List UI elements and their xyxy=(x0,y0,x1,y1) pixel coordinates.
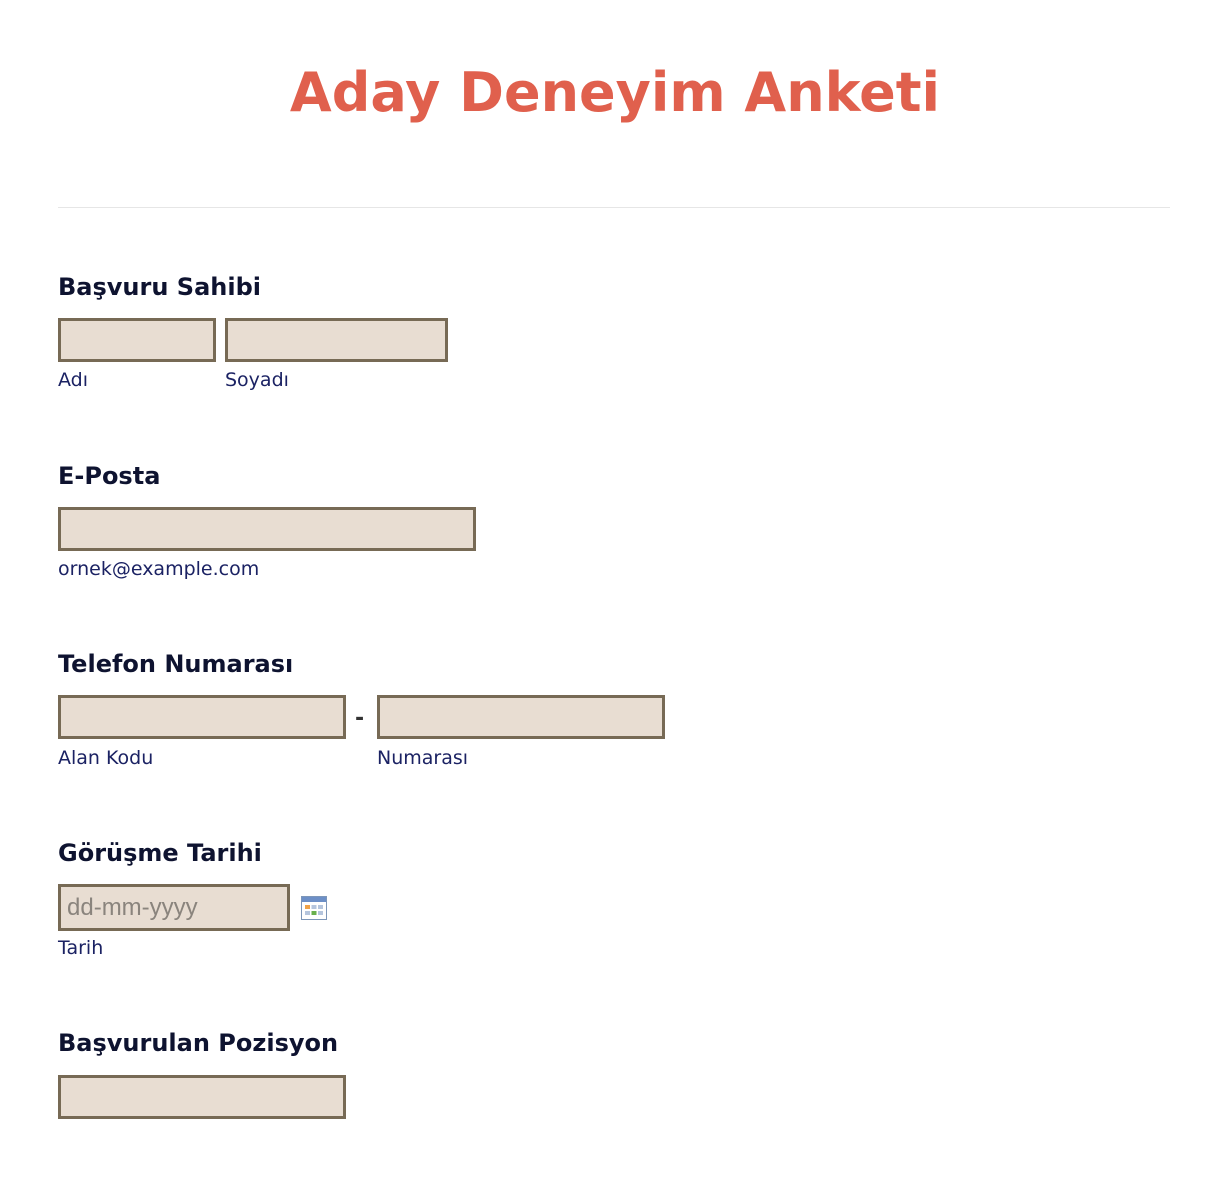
email-label: E-Posta xyxy=(58,462,161,490)
phone-number-sublabel: Numarası xyxy=(377,747,469,769)
last-name-sublabel: Soyadı xyxy=(225,369,289,391)
area-code-input[interactable] xyxy=(58,695,346,739)
phone-separator: - xyxy=(355,706,365,731)
email-sublabel: ornek@example.com xyxy=(58,558,260,580)
title-divider xyxy=(58,207,1170,208)
phone-number-input[interactable] xyxy=(377,695,665,739)
date-input[interactable] xyxy=(58,884,290,931)
first-name-input[interactable] xyxy=(58,318,216,362)
date-sublabel: Tarih xyxy=(58,937,104,959)
applicant-label: Başvuru Sahibi xyxy=(58,273,261,301)
calendar-icon[interactable] xyxy=(301,896,327,920)
phone-label: Telefon Numarası xyxy=(58,650,294,678)
interview-date-label: Görüşme Tarihi xyxy=(58,839,262,867)
position-input[interactable] xyxy=(58,1075,346,1119)
email-input[interactable] xyxy=(58,507,476,551)
last-name-input[interactable] xyxy=(225,318,448,362)
first-name-sublabel: Adı xyxy=(58,369,89,391)
form-title: Aday Deneyim Anketi xyxy=(289,61,941,124)
position-label: Başvurulan Pozisyon xyxy=(58,1029,339,1057)
area-code-sublabel: Alan Kodu xyxy=(58,747,154,769)
